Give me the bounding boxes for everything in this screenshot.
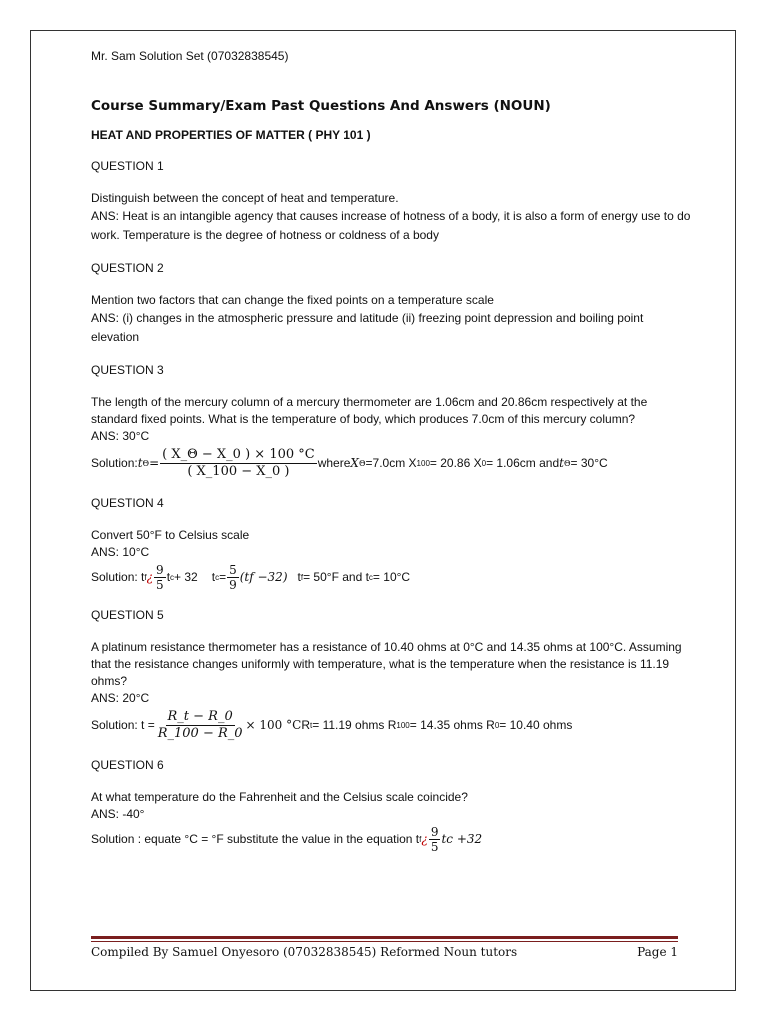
fraction-denominator: R_100 − R_0 — [157, 726, 243, 741]
resistance-fraction — [156, 709, 245, 742]
question-4-text: Convert 50°F to Celsius scale — [91, 528, 250, 542]
question-5-title: QUESTION 5 — [91, 608, 164, 622]
given-values: =7.0cm X — [365, 456, 417, 470]
given-sub-0: 0 — [481, 459, 487, 468]
footer-rule-thick — [91, 936, 678, 939]
given-x: X — [350, 456, 359, 470]
subject-title: HEAT AND PROPERTIES OF MATTER ( PHY 101 ) — [91, 128, 371, 142]
question-6-solution: Solution : equate °C = °F substitute the value in the equation t f ¿ $\frac{9}{5}$ tc +32 — [91, 825, 483, 854]
error-glyph: ¿ — [146, 570, 154, 584]
question-6-answer: ANS: -40° — [91, 807, 145, 821]
given-sub-100: 100 — [416, 459, 430, 468]
given-values-2: = 20.86 X — [429, 456, 482, 470]
result-t: t — [559, 456, 564, 470]
fraction-numerator: 9 — [156, 563, 164, 577]
fraction-9-5 — [429, 825, 441, 854]
question-3-answer: ANS: 30°C — [91, 429, 150, 443]
part-tc2: t — [211, 570, 216, 584]
tail-r: R — [301, 718, 310, 732]
question-3-title: QUESTION 3 — [91, 363, 164, 377]
formula-denominator: ( X_100 − X_0 ) — [187, 464, 290, 479]
tail-values: = 50°F and t — [303, 570, 369, 584]
times-100: × 100 °C — [245, 718, 302, 732]
fraction-9-5 — [154, 563, 166, 592]
question-2-text: Mention two factors that can change the fixed points on a temperature scale — [91, 293, 494, 307]
tail-r-b: = 11.19 ohms R — [312, 718, 397, 732]
formula-numerator: ( X_Θ − X_0 ) × 100 °C — [162, 447, 315, 462]
question-1-answer: ANS: Heat is an intangible agency that causes increase of hotness of a body, it is also a form of energy use to do work. Temperature is the degree of hotness or coldness of a body — [91, 209, 691, 242]
document-body — [91, 48, 691, 869]
formula-fraction — [160, 447, 317, 480]
error-glyph: ¿ — [421, 832, 428, 846]
solution-label: Solution : equate °C = °F substitute the value in the equation t — [91, 832, 420, 846]
question-5-text: A platinum resistance thermometer has a resistance of 10.40 ohms at 0°C and 14.35 ohms at 100°C. Assuming that the resistance changes uniformly with temperature, what is the temperature when the resistance is 11.19 ohms? — [91, 640, 682, 688]
question-6-title: QUESTION 6 — [91, 758, 164, 772]
tail-r-d: = 10.40 ohms — [499, 718, 573, 732]
question-2-answer: ANS: (i) changes in the atmospheric pressure and latitude (ii) freezing point depression and boiling point elevation — [91, 311, 644, 344]
tail-tf: t — [297, 570, 301, 584]
page-number: Page 1 — [637, 945, 678, 959]
question-5-block — [91, 639, 691, 742]
tail-result: = 10°C — [372, 570, 411, 584]
solution-label: Solution: — [91, 456, 138, 470]
paren-expr: (tf −32) — [239, 570, 288, 584]
given-x-sub: Θ — [358, 459, 366, 468]
question-2-block — [91, 292, 691, 347]
question-5-answer: ANS: 20°C — [91, 691, 150, 705]
fraction-5-9 — [227, 563, 239, 592]
result-value: = 30°C — [570, 456, 608, 470]
question-1-text: Distinguish between the concept of heat and temperature. — [91, 191, 399, 205]
part-plus: + 32 — [174, 570, 198, 584]
question-1-title: QUESTION 1 — [91, 159, 164, 173]
fraction-numerator: R_t − R_0 — [167, 709, 233, 724]
formula-lhs: t — [137, 456, 143, 470]
question-5-solution: Solution: t = $\frac{R\_t - R\_0}{R\_100 - R\_0}$ × 100 °C R t = 11.19 ohms R 100 = 14.35 ohms R 0 = 10.40 ohms — [91, 709, 573, 741]
question-3-block — [91, 394, 691, 480]
fraction-denominator: 5 — [156, 578, 164, 592]
question-4-title: QUESTION 4 — [91, 496, 164, 510]
question-4-answer: ANS: 10°C — [91, 545, 150, 559]
fraction-numerator: 9 — [430, 825, 439, 839]
fraction-denominator: 9 — [229, 578, 237, 592]
solution-where: where — [317, 456, 351, 470]
part-tc: t — [166, 570, 171, 584]
question-1-block — [91, 190, 691, 245]
part-eq: = — [219, 570, 227, 584]
fraction-denominator: 5 — [430, 840, 439, 854]
question-2-title: QUESTION 2 — [91, 261, 164, 275]
question-6-block — [91, 789, 691, 854]
tail-expr: tc +32 — [441, 832, 483, 846]
header-text: Mr. Sam Solution Set (07032838545) — [91, 49, 289, 63]
question-3-solution: Solution: t Θ = $\frac{( X\_\Theta - X\_0 ) \times 100 ^\circ C}{( X\_100 - X\_0 )}$ where X Θ =7.0cm X 100 = 20.86 X 0 = 1.06cm and t Θ = 30°C — [91, 447, 608, 479]
question-4-solution: Solution: t f ¿ $\frac{9}{5}$ t c + 32 t c = $\frac{5}{9}$ (tf −32) t f = 50°F and t c = 10°C — [91, 563, 411, 592]
solution-label: Solution: t = — [91, 718, 155, 732]
footer-rule-thin — [91, 941, 678, 942]
solution-label: Solution: t — [91, 570, 145, 584]
question-6-text: At what temperature do the Fahrenheit and the Celsius scale coincide? — [91, 790, 468, 804]
question-3-text: The length of the mercury column of a mercury thermometer are 1.06cm and 20.86cm respectively at the standard fixed points. What is the temperature of body, which produces 7.0cm of this mercury column? — [91, 395, 648, 426]
tail-r-c: = 14.35 ohms R — [409, 718, 495, 732]
footer-credit: Compiled By Samuel Onyesoro (07032838545) Reformed Noun tutors — [91, 945, 518, 959]
course-title: Course Summary/Exam Past Questions And Answers (NOUN) — [91, 98, 551, 114]
formula-lhs-sub: Θ — [142, 459, 150, 468]
result-t-sub: Θ — [563, 459, 571, 468]
question-4-block — [91, 527, 691, 592]
fraction-numerator: 5 — [229, 563, 237, 577]
given-values-3: = 1.06cm and — [486, 456, 560, 470]
